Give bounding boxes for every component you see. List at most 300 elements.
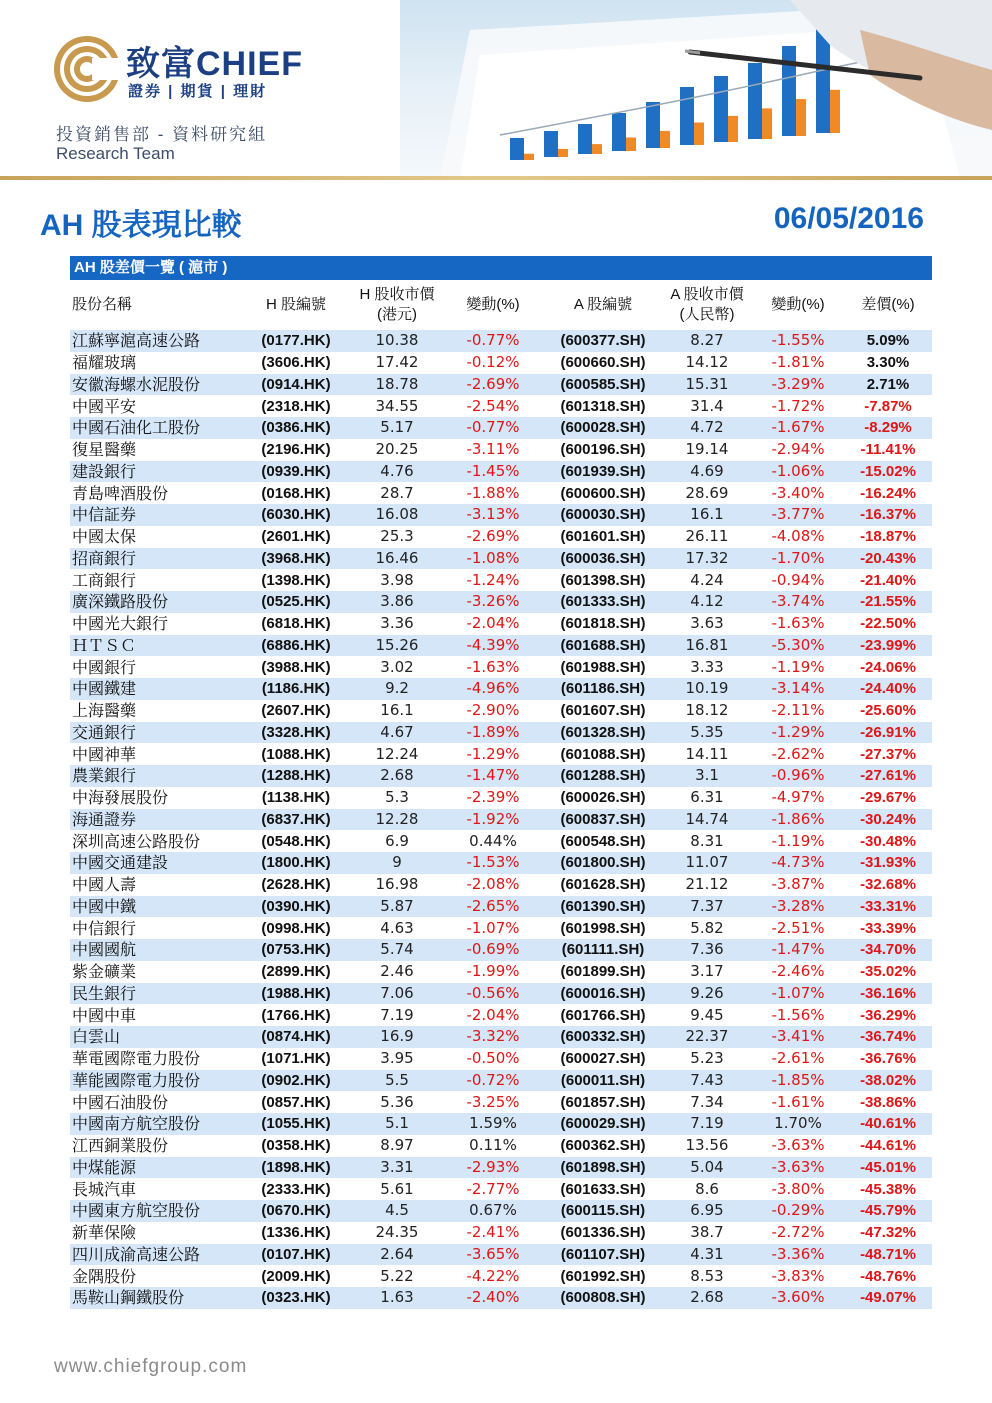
cell-a-change: -1.86% — [752, 809, 844, 831]
table-body — [70, 330, 932, 1309]
cell-h-code: (2601.HK) — [240, 526, 352, 548]
cell-a-code: (601800.SH) — [544, 852, 662, 874]
cell-a-change: -2.51% — [752, 917, 844, 939]
cell-h-price: 17.42 — [352, 352, 442, 374]
cell-h-code: (0390.HK) — [240, 896, 352, 918]
cell-name: 中國交通建設 — [70, 852, 240, 874]
report-date: 06/05/2016 — [773, 202, 924, 235]
cell-a-code: (601288.SH) — [544, 765, 662, 787]
cell-a-price: 10.19 — [662, 678, 752, 700]
cell-name: 廣深鐵路股份 — [70, 591, 240, 613]
table-row — [70, 656, 932, 678]
col-header-h-change: 變動(%) — [466, 296, 520, 313]
cell-h-price: 3.02 — [352, 656, 442, 678]
header-bar-front — [626, 138, 636, 152]
table-row — [70, 1004, 932, 1026]
cell-h-price: 7.19 — [352, 1004, 442, 1026]
cell-premium: -36.76% — [844, 1048, 932, 1070]
cell-name: 中國中鐵 — [70, 896, 240, 918]
cell-a-price: 3.1 — [662, 765, 752, 787]
cell-name: 華電國際電力股份 — [70, 1048, 240, 1070]
cell-premium: -47.32% — [844, 1222, 932, 1244]
cell-premium: -16.37% — [844, 504, 932, 526]
cell-h-price: 4.76 — [352, 461, 442, 483]
cell-a-change: -3.29% — [752, 374, 844, 396]
cell-h-price: 16.9 — [352, 1026, 442, 1048]
cell-premium: -38.86% — [844, 1091, 932, 1113]
cell-h-change: -1.47% — [442, 765, 544, 787]
cell-premium: -30.48% — [844, 830, 932, 852]
cell-h-change: 1.59% — [442, 1113, 544, 1135]
cell-name: 中國石油股份 — [70, 1091, 240, 1113]
cell-a-code: (601898.SH) — [544, 1157, 662, 1179]
cell-a-change: -1.29% — [752, 722, 844, 744]
header-bar-front — [762, 108, 772, 139]
cell-name: 新華保險 — [70, 1222, 240, 1244]
cell-name: 海通證券 — [70, 809, 240, 831]
table-row — [70, 678, 932, 700]
cell-premium: -48.76% — [844, 1265, 932, 1287]
table-row — [70, 1222, 932, 1244]
cell-a-code: (600600.SH) — [544, 482, 662, 504]
cell-a-code: (601107.SH) — [544, 1244, 662, 1266]
cell-h-code: (1336.HK) — [240, 1222, 352, 1244]
cell-a-code: (601688.SH) — [544, 635, 662, 657]
cell-h-code: (0857.HK) — [240, 1091, 352, 1113]
cell-premium: -8.29% — [844, 417, 932, 439]
cell-a-price: 5.04 — [662, 1157, 752, 1179]
cell-name: 中煤能源 — [70, 1157, 240, 1179]
cell-a-change: -1.67% — [752, 417, 844, 439]
header-bar-front — [558, 149, 568, 157]
cell-a-code: (601390.SH) — [544, 896, 662, 918]
header-bar-front — [660, 131, 670, 148]
cell-h-change: -2.41% — [442, 1222, 544, 1244]
cell-h-change: -0.12% — [442, 352, 544, 374]
cell-a-code: (600028.SH) — [544, 417, 662, 439]
cell-h-price: 5.87 — [352, 896, 442, 918]
ah-premium-table — [70, 256, 932, 1309]
cell-a-code: (601333.SH) — [544, 591, 662, 613]
cell-h-price: 3.95 — [352, 1048, 442, 1070]
col-header-a-price — [662, 280, 752, 330]
cell-h-code: (3606.HK) — [240, 352, 352, 374]
cell-name: 福耀玻璃 — [70, 352, 240, 374]
cell-h-change: -2.77% — [442, 1178, 544, 1200]
cell-h-change: -0.69% — [442, 939, 544, 961]
cell-a-change: -3.28% — [752, 896, 844, 918]
cell-a-change: -1.19% — [752, 656, 844, 678]
header-bar-back — [578, 124, 592, 154]
cell-a-code: (601607.SH) — [544, 700, 662, 722]
cell-h-code: (2318.HK) — [240, 395, 352, 417]
cell-a-code: (601088.SH) — [544, 743, 662, 765]
table-row — [70, 1244, 932, 1266]
cell-a-price: 11.07 — [662, 852, 752, 874]
cell-h-code: (6837.HK) — [240, 809, 352, 831]
cell-h-change: -2.39% — [442, 787, 544, 809]
cell-premium: -27.37% — [844, 743, 932, 765]
cell-h-price: 20.25 — [352, 439, 442, 461]
cell-h-change: -4.96% — [442, 678, 544, 700]
cell-a-change: -0.96% — [752, 765, 844, 787]
cell-a-change: -3.14% — [752, 678, 844, 700]
cell-h-code: (1288.HK) — [240, 765, 352, 787]
cell-a-change: -2.94% — [752, 439, 844, 461]
cell-premium: -24.40% — [844, 678, 932, 700]
cell-h-price: 2.46 — [352, 961, 442, 983]
table-row — [70, 374, 932, 396]
header-bar-back — [646, 102, 660, 148]
table-caption: AH 股差價一覽 ( 滬市 ) — [70, 256, 932, 280]
cell-a-code: (600030.SH) — [544, 504, 662, 526]
cell-premium: -29.67% — [844, 787, 932, 809]
cell-h-price: 5.3 — [352, 787, 442, 809]
cell-premium: -25.60% — [844, 700, 932, 722]
cell-a-price: 7.36 — [662, 939, 752, 961]
cell-h-price: 4.67 — [352, 722, 442, 744]
cell-a-price: 4.69 — [662, 461, 752, 483]
cell-h-price: 4.63 — [352, 917, 442, 939]
table-row — [70, 395, 932, 417]
cell-a-code: (600026.SH) — [544, 787, 662, 809]
cell-h-change: -2.54% — [442, 395, 544, 417]
cell-h-code: (6030.HK) — [240, 504, 352, 526]
cell-name: 中國銀行 — [70, 656, 240, 678]
cell-a-change: -2.61% — [752, 1048, 844, 1070]
cell-h-change: -3.11% — [442, 439, 544, 461]
table-header-row — [70, 280, 932, 330]
cell-premium: -33.39% — [844, 917, 932, 939]
cell-a-price: 4.12 — [662, 591, 752, 613]
col-header-h-price-line1: H 股收市價 — [359, 286, 435, 303]
cell-a-change: -1.56% — [752, 1004, 844, 1026]
cell-h-price: 16.1 — [352, 700, 442, 722]
cell-name: 安徽海螺水泥股份 — [70, 374, 240, 396]
cell-a-price: 28.69 — [662, 482, 752, 504]
table-row — [70, 983, 932, 1005]
cell-h-change: -3.26% — [442, 591, 544, 613]
table-row — [70, 352, 932, 374]
cell-h-change: 0.67% — [442, 1200, 544, 1222]
cell-name: 馬鞍山鋼鐵股份 — [70, 1287, 240, 1309]
cell-h-change: -2.08% — [442, 874, 544, 896]
cell-h-price: 7.06 — [352, 983, 442, 1005]
cell-h-price: 24.35 — [352, 1222, 442, 1244]
cell-premium: -33.31% — [844, 896, 932, 918]
cell-a-code: (600585.SH) — [544, 374, 662, 396]
cell-a-code: (601998.SH) — [544, 917, 662, 939]
cell-a-code: (601857.SH) — [544, 1091, 662, 1113]
cell-a-price: 5.82 — [662, 917, 752, 939]
cell-premium: -20.43% — [844, 548, 932, 570]
table-row — [70, 1091, 932, 1113]
cell-h-change: -1.29% — [442, 743, 544, 765]
cell-premium: -45.01% — [844, 1157, 932, 1179]
cell-premium: 2.71% — [844, 374, 932, 396]
cell-a-price: 19.14 — [662, 439, 752, 461]
header-divider — [0, 176, 992, 180]
col-header-premium: 差價(%) — [861, 296, 915, 313]
table-row — [70, 1265, 932, 1287]
cell-h-code: (1055.HK) — [240, 1113, 352, 1135]
table-row — [70, 1135, 932, 1157]
page-header — [0, 0, 992, 180]
cell-a-price: 14.12 — [662, 352, 752, 374]
cell-a-price: 21.12 — [662, 874, 752, 896]
cell-a-change: -1.81% — [752, 352, 844, 374]
cell-a-code: (601988.SH) — [544, 656, 662, 678]
cell-a-code: (600036.SH) — [544, 548, 662, 570]
cell-name: 中海發展股份 — [70, 787, 240, 809]
cell-a-code: (600332.SH) — [544, 1026, 662, 1048]
chief-logo-icon — [52, 34, 122, 104]
cell-a-price: 4.31 — [662, 1244, 752, 1266]
cell-name: 交通銀行 — [70, 722, 240, 744]
table-row — [70, 765, 932, 787]
cell-h-code: (0323.HK) — [240, 1287, 352, 1309]
cell-premium: -44.61% — [844, 1135, 932, 1157]
cell-premium: -34.70% — [844, 939, 932, 961]
cell-a-price: 22.37 — [662, 1026, 752, 1048]
cell-a-price: 6.31 — [662, 787, 752, 809]
cell-a-price: 16.81 — [662, 635, 752, 657]
cell-h-price: 5.61 — [352, 1178, 442, 1200]
table-row — [70, 1070, 932, 1092]
table-row — [70, 1048, 932, 1070]
table-row — [70, 526, 932, 548]
cell-a-change: -3.87% — [752, 874, 844, 896]
cell-premium: -21.55% — [844, 591, 932, 613]
table-row — [70, 504, 932, 526]
cell-h-code: (0177.HK) — [240, 330, 352, 352]
cell-h-change: -1.53% — [442, 852, 544, 874]
header-bar-back — [782, 46, 796, 136]
cell-a-change: -4.08% — [752, 526, 844, 548]
cell-name: 農業銀行 — [70, 765, 240, 787]
cell-a-change: -1.07% — [752, 983, 844, 1005]
col-header-h-price-line2: (港元) — [377, 306, 417, 323]
cell-name: 中國石油化工股份 — [70, 417, 240, 439]
header-bar-back — [612, 113, 626, 151]
cell-h-change: -3.65% — [442, 1244, 544, 1266]
cell-h-change: -0.56% — [442, 983, 544, 1005]
cell-h-code: (2333.HK) — [240, 1178, 352, 1200]
cell-premium: -23.99% — [844, 635, 932, 657]
cell-a-change: -3.80% — [752, 1178, 844, 1200]
cell-h-change: -2.04% — [442, 1004, 544, 1026]
cell-a-change: -3.74% — [752, 591, 844, 613]
cell-premium: -31.93% — [844, 852, 932, 874]
table-row — [70, 961, 932, 983]
cell-name: 四川成渝高速公路 — [70, 1244, 240, 1266]
cell-a-price: 8.53 — [662, 1265, 752, 1287]
cell-premium: -48.71% — [844, 1244, 932, 1266]
cell-h-price: 12.24 — [352, 743, 442, 765]
cell-h-code: (2607.HK) — [240, 700, 352, 722]
cell-h-code: (6818.HK) — [240, 613, 352, 635]
cell-a-code: (600808.SH) — [544, 1287, 662, 1309]
cell-h-code: (0874.HK) — [240, 1026, 352, 1048]
cell-name: 金隅股份 — [70, 1265, 240, 1287]
footer-url: www.chiefgroup.com — [54, 1356, 248, 1377]
cell-name: 中國太保 — [70, 526, 240, 548]
cell-h-price: 2.64 — [352, 1244, 442, 1266]
table-row — [70, 743, 932, 765]
cell-premium: -45.79% — [844, 1200, 932, 1222]
cell-a-change: -5.30% — [752, 635, 844, 657]
cell-h-code: (2628.HK) — [240, 874, 352, 896]
cell-a-price: 18.12 — [662, 700, 752, 722]
cell-h-change: -2.65% — [442, 896, 544, 918]
col-header-a-code: A 股編號 — [573, 296, 633, 313]
table-row — [70, 613, 932, 635]
table-row — [70, 787, 932, 809]
cell-name: 中國鐵建 — [70, 678, 240, 700]
col-header-h-code: H 股編號 — [265, 296, 326, 313]
cell-h-price: 12.28 — [352, 809, 442, 831]
cell-a-price: 7.37 — [662, 896, 752, 918]
cell-h-code: (1800.HK) — [240, 852, 352, 874]
cell-h-change: -3.13% — [442, 504, 544, 526]
col-header-h-price — [352, 280, 442, 330]
cell-h-code: (1186.HK) — [240, 678, 352, 700]
cell-h-change: -4.22% — [442, 1265, 544, 1287]
cell-a-change: -4.97% — [752, 787, 844, 809]
cell-h-change: -1.88% — [442, 482, 544, 504]
cell-a-change: -1.55% — [752, 330, 844, 352]
cell-a-code: (601766.SH) — [544, 1004, 662, 1026]
cell-a-price: 8.31 — [662, 830, 752, 852]
cell-h-code: (2009.HK) — [240, 1265, 352, 1287]
cell-h-change: -1.45% — [442, 461, 544, 483]
cell-a-code: (601318.SH) — [544, 395, 662, 417]
cell-premium: -36.29% — [844, 1004, 932, 1026]
cell-name: 江西銅業股份 — [70, 1135, 240, 1157]
cell-name: 中國國航 — [70, 939, 240, 961]
cell-h-price: 5.74 — [352, 939, 442, 961]
cell-a-change: -2.62% — [752, 743, 844, 765]
header-bar-front — [830, 90, 840, 133]
cell-a-code: (601398.SH) — [544, 569, 662, 591]
cell-h-price: 5.36 — [352, 1091, 442, 1113]
cell-h-change: -2.90% — [442, 700, 544, 722]
table-row — [70, 569, 932, 591]
cell-h-code: (3968.HK) — [240, 548, 352, 570]
cell-premium: -26.91% — [844, 722, 932, 744]
cell-name: 中信証券 — [70, 504, 240, 526]
cell-a-price: 7.19 — [662, 1113, 752, 1135]
cell-name: 中國人壽 — [70, 874, 240, 896]
cell-h-code: (2196.HK) — [240, 439, 352, 461]
cell-a-code: (601899.SH) — [544, 961, 662, 983]
table-row — [70, 1113, 932, 1135]
cell-h-code: (1988.HK) — [240, 983, 352, 1005]
cell-name: 建設銀行 — [70, 461, 240, 483]
cell-h-change: -3.32% — [442, 1026, 544, 1048]
header-bar-back — [714, 76, 728, 142]
cell-premium: -18.87% — [844, 526, 932, 548]
cell-h-price: 8.97 — [352, 1135, 442, 1157]
cell-h-change: -1.92% — [442, 809, 544, 831]
cell-h-price: 6.9 — [352, 830, 442, 852]
cell-a-code: (601601.SH) — [544, 526, 662, 548]
cell-a-code: (601992.SH) — [544, 1265, 662, 1287]
cell-h-price: 9 — [352, 852, 442, 874]
cell-premium: -11.41% — [844, 439, 932, 461]
cell-a-code: (600027.SH) — [544, 1048, 662, 1070]
cell-h-change: -4.39% — [442, 635, 544, 657]
cell-h-code: (1898.HK) — [240, 1157, 352, 1179]
cell-h-code: (0914.HK) — [240, 374, 352, 396]
table-row — [70, 830, 932, 852]
cell-h-change: -1.89% — [442, 722, 544, 744]
table-row — [70, 330, 932, 352]
table-row — [70, 417, 932, 439]
cell-h-price: 3.36 — [352, 613, 442, 635]
cell-a-price: 16.1 — [662, 504, 752, 526]
cell-premium: -32.68% — [844, 874, 932, 896]
header-bar-front — [728, 116, 738, 142]
header-bar-back — [544, 131, 558, 157]
cell-h-price: 34.55 — [352, 395, 442, 417]
cell-a-price: 3.33 — [662, 656, 752, 678]
cell-a-code: (601111.SH) — [544, 939, 662, 961]
cell-h-change: -2.93% — [442, 1157, 544, 1179]
header-bar-back — [510, 138, 524, 160]
cell-h-price: 10.38 — [352, 330, 442, 352]
cell-name: 白雲山 — [70, 1026, 240, 1048]
cell-a-change: -3.36% — [752, 1244, 844, 1266]
cell-h-code: (0107.HK) — [240, 1244, 352, 1266]
table-row — [70, 852, 932, 874]
cell-a-price: 17.32 — [662, 548, 752, 570]
cell-name: 中國東方航空股份 — [70, 1200, 240, 1222]
cell-a-price: 4.24 — [662, 569, 752, 591]
cell-h-price: 5.5 — [352, 1070, 442, 1092]
header-bar-front — [694, 123, 704, 146]
cell-a-change: -3.63% — [752, 1157, 844, 1179]
cell-h-price: 4.5 — [352, 1200, 442, 1222]
table-row — [70, 939, 932, 961]
cell-a-change: -3.77% — [752, 504, 844, 526]
cell-a-price: 3.63 — [662, 613, 752, 635]
cell-a-change: -3.41% — [752, 1026, 844, 1048]
cell-a-change: -2.11% — [752, 700, 844, 722]
cell-a-price: 26.11 — [662, 526, 752, 548]
cell-premium: -24.06% — [844, 656, 932, 678]
cell-a-price: 14.11 — [662, 743, 752, 765]
cell-name: 華能國際電力股份 — [70, 1070, 240, 1092]
cell-h-code: (0939.HK) — [240, 461, 352, 483]
cell-a-code: (600362.SH) — [544, 1135, 662, 1157]
cell-a-code: (600660.SH) — [544, 352, 662, 374]
cell-h-price: 16.46 — [352, 548, 442, 570]
cell-a-price: 3.17 — [662, 961, 752, 983]
cell-h-code: (0670.HK) — [240, 1200, 352, 1222]
cell-a-code: (600548.SH) — [544, 830, 662, 852]
cell-h-price: 1.63 — [352, 1287, 442, 1309]
cell-name: 江蘇寧滬高速公路 — [70, 330, 240, 352]
cell-a-price: 9.26 — [662, 983, 752, 1005]
cell-h-change: -1.24% — [442, 569, 544, 591]
cell-a-change: -1.19% — [752, 830, 844, 852]
cell-a-code: (601939.SH) — [544, 461, 662, 483]
cell-h-code: (0525.HK) — [240, 591, 352, 613]
cell-name: 長城汽車 — [70, 1178, 240, 1200]
cell-a-change: -1.63% — [752, 613, 844, 635]
table-row — [70, 461, 932, 483]
